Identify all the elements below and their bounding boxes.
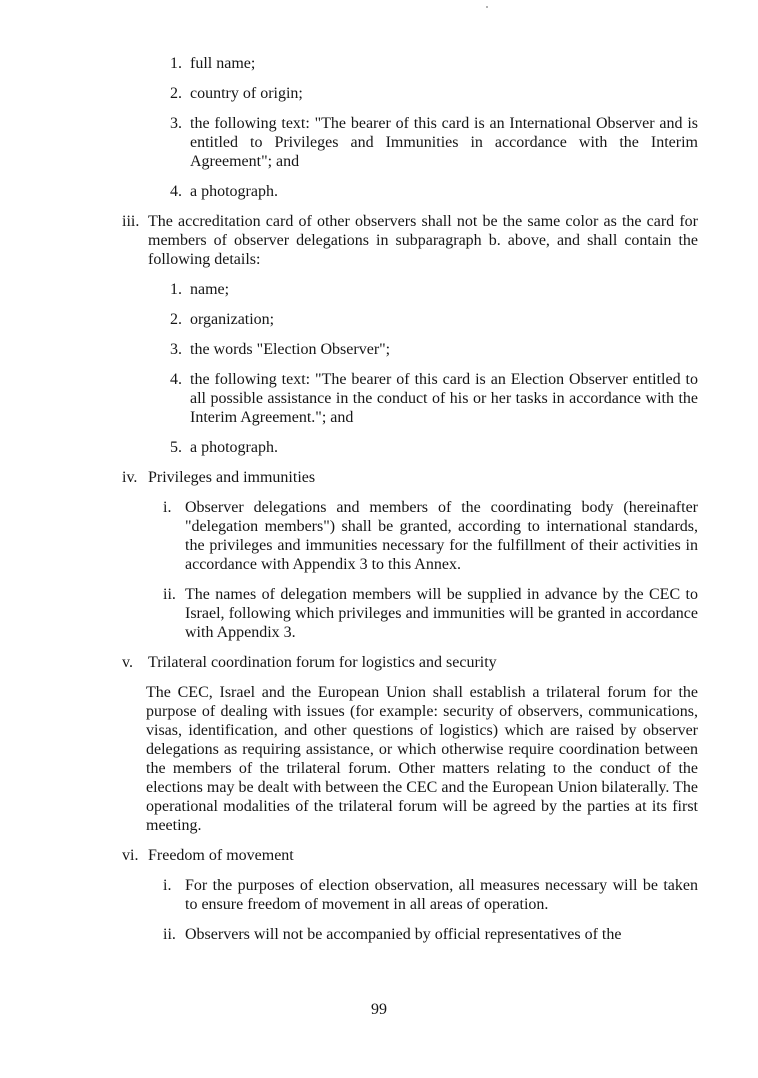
list-item-text: the following text: "The bearer of this card is an International Observer and is entitled to Privileges and Immunities in accordance with the Interim Agreement"; and xyxy=(190,115,698,170)
list-item-number: i. xyxy=(163,499,172,516)
section-heading: Freedom of movement xyxy=(148,847,294,864)
list-item-number: iii. xyxy=(122,213,140,230)
list-item-number: 4. xyxy=(170,183,182,200)
list-item-text: The accreditation card of other observers shall not be the same color as the card for members of observer delegations in subparagraph b. above, and shall contain the following details: xyxy=(148,213,698,268)
numbered-list-item xyxy=(170,84,698,103)
list-item-text: Observers will not be accompanied by official representatives of the xyxy=(185,926,622,943)
numbered-list-item xyxy=(170,182,698,201)
sub-roman-list-item xyxy=(163,585,698,642)
list-item-text: The names of delegation members will be supplied in advance by the CEC to Israel, following which privileges and immunities will be granted in accordance with Appendix 3. xyxy=(185,586,698,641)
numbered-list-item xyxy=(170,340,698,359)
list-item-number: 1. xyxy=(170,55,182,72)
list-item-number: iv. xyxy=(122,469,138,486)
list-item-text: a photograph. xyxy=(190,439,278,456)
document-content xyxy=(122,54,698,944)
list-item-number: vi. xyxy=(122,847,139,864)
numbered-list-item xyxy=(170,370,698,427)
sub-roman-list-item xyxy=(163,876,698,914)
numbered-list-item xyxy=(170,114,698,171)
numbered-list-item xyxy=(170,310,698,329)
sub-roman-list-item xyxy=(163,498,698,574)
roman-list-item xyxy=(122,653,698,672)
list-item-number: 4. xyxy=(170,371,182,388)
numbered-list-item xyxy=(170,280,698,299)
list-item-text: name; xyxy=(190,281,230,298)
roman-list-item xyxy=(122,212,698,269)
list-item-text: a photograph. xyxy=(190,183,278,200)
list-item-number: 2. xyxy=(170,311,182,328)
paragraph-text: The CEC, Israel and the European Union shall establish a trilateral forum for the purpose of dealing with issues (for example: security of observers, communications, visas, identification, and other questions of logistics) which are raised by observer delegations as requiring assistance, or which otherwise require coordination between the members of the trilateral forum. Other matters relating to the conduct of the elections may be dealt with between the CEC and the European Union bilaterally. The operational modalities of the trilateral forum will be agreed by the parties at its first meeting. xyxy=(146,684,698,834)
numbered-list-item xyxy=(170,438,698,457)
list-item-number: 1. xyxy=(170,281,182,298)
list-item-number: ii. xyxy=(163,586,176,603)
list-item-number: ii. xyxy=(163,926,176,943)
scan-artifact-dot xyxy=(486,6,488,8)
list-item-number: v. xyxy=(122,654,133,671)
list-item-number: 3. xyxy=(170,341,182,358)
paragraph xyxy=(146,683,698,835)
list-item-number: 3. xyxy=(170,115,182,132)
numbered-list-item xyxy=(170,54,698,73)
list-item-text: Observer delegations and members of the coordinating body (hereinafter "delegation members") shall be granted, according to international standards, the privileges and immunities necessary for the fulfillment of their activities in accordance with Appendix 3 to this Annex. xyxy=(185,499,698,573)
list-item-number: i. xyxy=(163,877,172,894)
section-heading: Trilateral coordination forum for logistics and security xyxy=(148,654,497,671)
list-item-text: the words "Election Observer"; xyxy=(190,341,391,358)
roman-list-item xyxy=(122,846,698,865)
list-item-text: country of origin; xyxy=(190,85,303,102)
roman-list-item xyxy=(122,468,698,487)
sub-roman-list-item xyxy=(163,925,698,944)
list-item-text: organization; xyxy=(190,311,275,328)
section-heading: Privileges and immunities xyxy=(148,469,316,486)
list-item-text: the following text: "The bearer of this card is an Election Observer entitled to all possible assistance in the conduct of his or her tasks in accordance with the Interim Agreement."; and xyxy=(190,371,698,426)
list-item-text: For the purposes of election observation, all measures necessary will be taken to ensure freedom of movement in all areas of operation. xyxy=(185,877,698,913)
list-item-number: 5. xyxy=(170,439,182,456)
list-item-number: 2. xyxy=(170,85,182,102)
page-number: 99 xyxy=(371,1001,387,1018)
list-item-text: full name; xyxy=(190,55,256,72)
